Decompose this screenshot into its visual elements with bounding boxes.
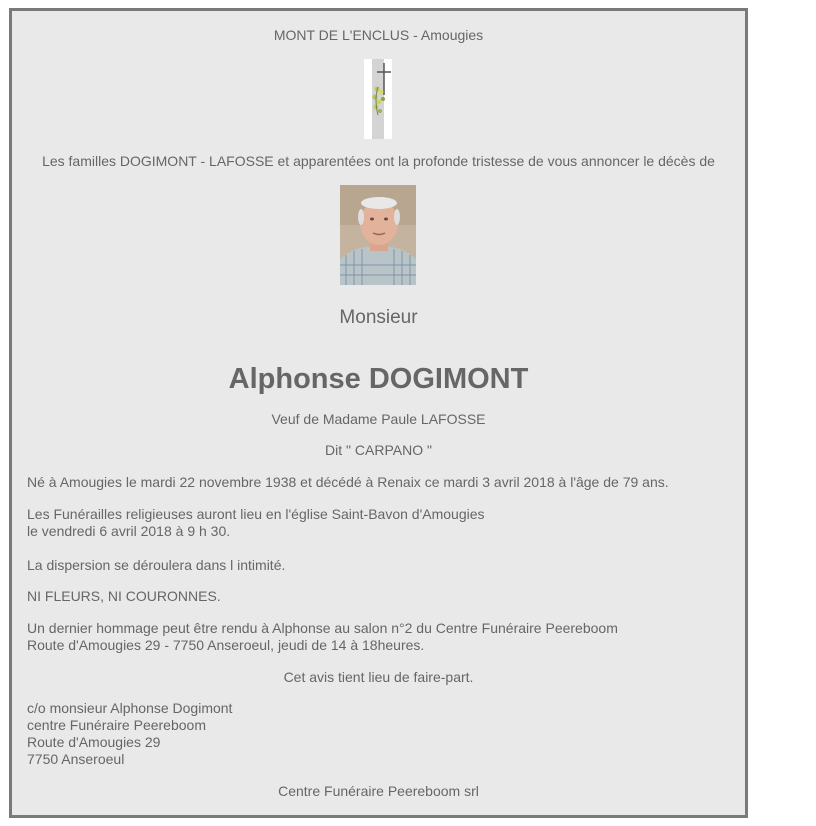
location-heading: MONT DE L'ENCLUS - Amougies [273, 27, 484, 43]
notice-note: Cet avis tient lieu de faire-part. [283, 669, 474, 685]
deceased-name: Alphonse DOGIMONT [228, 363, 529, 395]
funeral-line-1: Les Funérailles religieuses auront lieu en l'église Saint-Bavon d'Amougies [27, 506, 485, 522]
tribute-line-2: Route d'Amougies 29 - 7750 Anseroeul, jeudi de 14 à 18heures. [27, 637, 425, 653]
obituary-card [9, 8, 748, 818]
announcement-text: Les familles DOGIMONT - LAFOSSE et apparentées ont la profonde tristesse de vous annoncer le décès de [42, 153, 715, 169]
address-line: centre Funéraire Peereboom [27, 717, 206, 733]
portrait-photo [340, 185, 416, 285]
cross-with-flowers-icon [364, 59, 392, 139]
nickname-line: Dit " CARPANO " [325, 442, 432, 458]
address-line: Route d'Amougies 29 [27, 734, 161, 750]
address-line: c/o monsieur Alphonse Dogimont [27, 700, 233, 716]
birth-death-line: Né à Amougies le mardi 22 novembre 1938 et décédé à Renaix ce mardi 3 avril 2018 à l'âge de 79 ans. [27, 474, 669, 490]
honorific-title: Monsieur [339, 307, 418, 328]
address-line: 7750 Anseroeul [27, 751, 125, 767]
dispersion-line: La dispersion se déroulera dans l intimité. [27, 557, 286, 573]
no-flowers-line: NI FLEURS, NI COURONNES. [27, 588, 221, 604]
funeral-line-2: le vendredi 6 avril 2018 à 9 h 30. [27, 523, 231, 539]
footer-company: Centre Funéraire Peereboom srl [278, 783, 479, 799]
tribute-line-1: Un dernier hommage peut être rendu à Alphonse au salon n°2 du Centre Funéraire Peereboom [27, 620, 618, 636]
widow-of-line: Veuf de Madame Paule LAFOSSE [271, 411, 486, 427]
